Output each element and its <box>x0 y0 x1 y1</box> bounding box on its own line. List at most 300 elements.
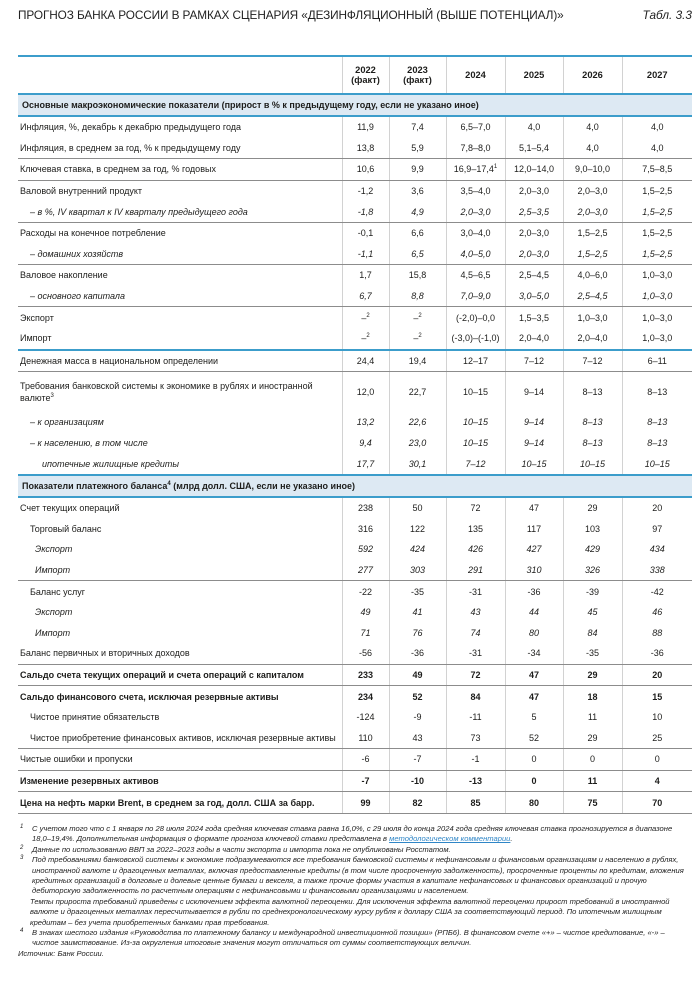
row-label-text: Чистое принятие обязательств <box>30 712 160 723</box>
value-cell-2024 <box>446 519 505 540</box>
value-cell-2027 <box>622 138 692 159</box>
value-cell-2023 <box>389 244 446 265</box>
value-cell-2027 <box>622 770 692 792</box>
value-cell-2022 <box>342 497 389 519</box>
cell-value: -36 <box>650 648 664 659</box>
value-cell-2025 <box>505 350 563 372</box>
value-cell-2023 <box>389 201 446 222</box>
value-cell-2025 <box>505 244 563 265</box>
value-cell-2026 <box>563 222 622 243</box>
row-label <box>18 581 342 602</box>
cell-value: 4,0 <box>650 142 664 153</box>
value-cell-2026 <box>563 560 622 581</box>
cell-value: 2,0–3,0 <box>518 228 550 239</box>
cell-value: 11 <box>587 775 598 786</box>
cell-value: 22,6 <box>408 417 427 428</box>
cell-value: 44 <box>528 607 539 618</box>
row-label-text: Инфляция, %, декабрь к декабрю предыдущего года <box>20 122 242 133</box>
cell-value: 122 <box>409 523 426 534</box>
value-cell-2026 <box>563 792 622 814</box>
table-row <box>18 244 692 265</box>
cell-value: 4,0–5,0 <box>460 248 491 259</box>
cell-value: 326 <box>584 564 601 575</box>
cell-value: -1,2 <box>357 186 374 197</box>
value-cell-2025 <box>505 265 563 286</box>
cell-value: 52 <box>528 732 539 743</box>
cell-value: 13,8 <box>356 142 375 153</box>
value-cell-2026 <box>563 727 622 748</box>
cell-value: -10 <box>410 775 424 786</box>
value-cell-2022 <box>342 307 389 328</box>
cell-value: 9,9 <box>411 164 424 175</box>
row-label-text: – к организациям <box>30 417 104 428</box>
value-cell-2026 <box>563 664 622 686</box>
row-label <box>18 707 342 728</box>
cell-value: (-2,0)–0,0 <box>455 312 496 323</box>
value-cell-2026 <box>563 286 622 307</box>
cell-value: 1,5–2,5 <box>642 206 673 217</box>
cell-value: -34 <box>527 648 541 659</box>
cell-value: -56 <box>358 648 372 659</box>
row-label <box>18 539 342 560</box>
cell-value: 72 <box>470 669 481 680</box>
value-cell-2022 <box>342 328 389 350</box>
value-cell-2025 <box>505 286 563 307</box>
value-cell-2026 <box>563 159 622 181</box>
table-row <box>18 539 692 560</box>
row-label <box>18 519 342 540</box>
table-row <box>18 307 692 328</box>
value-cell-2023 <box>389 707 446 728</box>
cell-value: 3,0–4,0 <box>460 228 491 239</box>
cell-value: 1,0–3,0 <box>642 270 673 281</box>
value-cell-2026 <box>563 686 622 707</box>
cell-value: 18 <box>587 691 598 702</box>
row-label-text: Требования банковской системы к экономике в рублях и иностранной валюте <box>20 381 313 404</box>
cell-value: 338 <box>649 564 665 575</box>
cell-value: 10–15 <box>462 387 489 398</box>
value-cell-2023 <box>389 602 446 623</box>
value-cell-2026 <box>563 519 622 540</box>
cell-value: 97 <box>652 523 663 534</box>
value-cell-2022 <box>342 350 389 372</box>
table-row <box>18 792 692 814</box>
value-cell-2022 <box>342 643 389 664</box>
cell-value: 1,5–2,5 <box>577 248 608 259</box>
table-row <box>18 116 692 138</box>
cell-value: 50 <box>412 503 423 514</box>
cell-value: 80 <box>528 797 539 808</box>
cell-value: 43 <box>412 732 423 743</box>
cell-value: 7,0–9,0 <box>460 291 491 302</box>
value-cell-2025 <box>505 643 563 664</box>
table-row <box>18 497 692 519</box>
value-cell-2022 <box>342 372 389 413</box>
table-row <box>18 265 692 286</box>
cell-value: 19,4 <box>408 355 427 366</box>
table-row <box>18 222 692 243</box>
section-title <box>18 475 692 497</box>
value-cell-2023 <box>389 328 446 350</box>
row-label <box>18 265 342 286</box>
cell-value: 429 <box>584 544 601 555</box>
value-cell-2022 <box>342 560 389 581</box>
column-header-2023 <box>389 56 446 94</box>
table-row <box>18 412 692 433</box>
value-cell-2023 <box>389 664 446 686</box>
cell-value: 434 <box>649 544 665 555</box>
row-label <box>18 643 342 664</box>
cell-value: 99 <box>360 797 371 808</box>
cell-value: -36 <box>410 648 424 659</box>
row-label <box>18 350 342 372</box>
cell-value: 9,4 <box>359 438 372 449</box>
cell-value: 84 <box>587 627 598 638</box>
value-cell-2025 <box>505 328 563 350</box>
row-label-text: – к населению, в том числе <box>30 438 148 449</box>
value-cell-2025 <box>505 560 563 581</box>
cell-value: 1,0–3,0 <box>642 312 673 323</box>
cell-value: 2,5–4,5 <box>518 270 550 281</box>
value-cell-2026 <box>563 307 622 328</box>
value-cell-2026 <box>563 433 622 454</box>
cell-value: 2,5–4,5 <box>577 291 608 302</box>
row-label-text: Сальдо финансового счета, исключая резервные активы <box>20 691 279 702</box>
cell-value: 47 <box>528 503 539 514</box>
cell-value: 7,4 <box>411 122 424 133</box>
methodology-link[interactable]: методологическом комментарии <box>389 834 511 844</box>
value-cell-2027 <box>622 180 692 201</box>
row-label <box>18 412 342 433</box>
footnote-1 <box>18 824 688 845</box>
cell-value: 7–12 <box>582 355 603 366</box>
value-cell-2026 <box>563 602 622 623</box>
cell-value: 5,9 <box>411 142 424 153</box>
header-row <box>18 56 692 94</box>
table-row <box>18 519 692 540</box>
cell-value: 29 <box>587 503 598 514</box>
section-title-text: Показатели платежного баланса <box>22 480 168 491</box>
value-cell-2024 <box>446 560 505 581</box>
value-cell-2026 <box>563 770 622 792</box>
value-cell-2026 <box>563 328 622 350</box>
value-cell-2023 <box>389 792 446 814</box>
value-cell-2024 <box>446 792 505 814</box>
value-cell-2027 <box>622 244 692 265</box>
value-cell-2027 <box>622 286 692 307</box>
table-row <box>18 433 692 454</box>
cell-value: 24,4 <box>356 355 375 366</box>
value-cell-2022 <box>342 138 389 159</box>
cell-value: 6,5 <box>411 248 424 259</box>
cell-value: 7–12 <box>465 458 486 469</box>
cell-value: 76 <box>412 627 423 638</box>
cell-value: 233 <box>357 669 374 680</box>
cell-value: 592 <box>357 544 374 555</box>
value-cell-2026 <box>563 622 622 643</box>
cell-value: 424 <box>409 544 426 555</box>
cell-value: 8,8 <box>411 291 424 302</box>
footnote-3-paragraph-2: Темпы прироста требований приведены с исключением эффекта валютной переоценки. Для исключения эффекта валютной переоценки прирост требований в иностранной валюте и драгоценных металлах пересчитывается в рубли по среднехронологическому курсу рубля к доллару США за соответствующий период. По ипотечным жилищным кредитам – без учета приобретенных банками прав требования. <box>30 896 670 927</box>
cell-value: 1,7 <box>359 270 372 281</box>
cell-value: 8–13 <box>647 417 668 428</box>
row-label-text: – домашних хозяйств <box>30 248 124 259</box>
table-row <box>18 328 692 350</box>
value-cell-2025 <box>505 770 563 792</box>
value-cell-2022 <box>342 770 389 792</box>
cell-value: 2,0–4,0 <box>577 333 608 344</box>
cell-value: 3,0–5,0 <box>518 291 550 302</box>
value-cell-2023 <box>389 159 446 181</box>
value-cell-2025 <box>505 116 563 138</box>
value-cell-2027 <box>622 453 692 475</box>
value-cell-2024 <box>446 307 505 328</box>
footnote-ref: 2 <box>418 333 422 340</box>
cell-value: -22 <box>358 586 372 597</box>
table-row <box>18 622 692 643</box>
header-label-cell <box>18 56 342 94</box>
cell-value: 135 <box>467 523 484 534</box>
table-row <box>18 602 692 623</box>
cell-value: (-3,0)–(-1,0) <box>451 333 500 344</box>
cell-value: -1 <box>471 754 480 765</box>
cell-value: -6 <box>361 754 370 765</box>
cell-value: 22,7 <box>408 387 427 398</box>
footnote-3 <box>18 855 688 897</box>
value-cell-2022 <box>342 433 389 454</box>
table-row <box>18 372 692 413</box>
value-cell-2027 <box>622 159 692 181</box>
section-title-text: Основные макроэкономические показатели (прирост в % к предыдущему году, если не указано иное) <box>22 100 479 110</box>
value-cell-2026 <box>563 539 622 560</box>
value-cell-2026 <box>563 497 622 519</box>
cell-value: 10–15 <box>579 458 606 469</box>
value-cell-2027 <box>622 372 692 413</box>
cell-value: 84 <box>470 691 481 702</box>
value-cell-2026 <box>563 244 622 265</box>
footnote-ref: 3 <box>50 393 54 400</box>
value-cell-2025 <box>505 372 563 413</box>
value-cell-2024 <box>446 372 505 413</box>
footnote-ref: 2 <box>366 333 370 340</box>
cell-value: -31 <box>468 648 482 659</box>
source-note: Источник: Банк России. <box>18 948 104 958</box>
value-cell-2023 <box>389 265 446 286</box>
cell-value: 3,5–4,0 <box>460 186 491 197</box>
value-cell-2025 <box>505 433 563 454</box>
value-cell-2024 <box>446 159 505 181</box>
value-cell-2026 <box>563 180 622 201</box>
column-year: 2025 <box>523 70 545 80</box>
cell-value: – <box>361 312 367 323</box>
value-cell-2027 <box>622 664 692 686</box>
cell-value: -1,1 <box>357 248 374 259</box>
footnote-2 <box>18 845 688 855</box>
value-cell-2026 <box>563 265 622 286</box>
value-cell-2025 <box>505 539 563 560</box>
row-label <box>18 497 342 519</box>
value-cell-2022 <box>342 116 389 138</box>
cell-value: 12,0 <box>356 387 375 398</box>
column-header-2024 <box>446 56 505 94</box>
value-cell-2023 <box>389 622 446 643</box>
value-cell-2023 <box>389 519 446 540</box>
value-cell-2025 <box>505 201 563 222</box>
cell-value: 12,0–14,0 <box>513 164 555 175</box>
row-label <box>18 433 342 454</box>
value-cell-2027 <box>622 350 692 372</box>
value-cell-2024 <box>446 664 505 686</box>
value-cell-2027 <box>622 643 692 664</box>
row-label-text: Счет текущих операций <box>20 503 120 514</box>
value-cell-2026 <box>563 643 622 664</box>
cell-value: 88 <box>652 627 663 638</box>
column-header-2022 <box>342 56 389 94</box>
column-note: (факт) <box>403 75 432 85</box>
cell-value: 8–13 <box>582 438 603 449</box>
forecast-table <box>18 55 692 814</box>
row-label <box>18 622 342 643</box>
value-cell-2027 <box>622 201 692 222</box>
value-cell-2027 <box>622 749 692 771</box>
value-cell-2023 <box>389 686 446 707</box>
cell-value: 71 <box>360 627 371 638</box>
row-label-text: Импорт <box>35 564 71 575</box>
value-cell-2024 <box>446 222 505 243</box>
cell-value: 4,5–6,5 <box>460 270 491 281</box>
value-cell-2024 <box>446 350 505 372</box>
value-cell-2022 <box>342 159 389 181</box>
cell-value: 238 <box>357 503 374 514</box>
value-cell-2023 <box>389 433 446 454</box>
cell-value: -13 <box>468 775 482 786</box>
cell-value: 4,0–6,0 <box>577 270 608 281</box>
cell-value: 291 <box>467 564 484 575</box>
value-cell-2023 <box>389 453 446 475</box>
value-cell-2025 <box>505 686 563 707</box>
table-row <box>18 201 692 222</box>
cell-value: 0 <box>589 754 595 765</box>
cell-value: 5,1–5,4 <box>518 142 550 153</box>
table-row <box>18 707 692 728</box>
cell-value: 15,8 <box>408 270 427 281</box>
cell-value: 4,0 <box>527 122 541 133</box>
row-label-text: Чистые ошибки и пропуски <box>20 754 133 765</box>
cell-value: 234 <box>357 691 374 702</box>
footnote-4 <box>18 928 688 949</box>
cell-value: 10–15 <box>644 458 670 469</box>
cell-value: 75 <box>587 797 598 808</box>
value-cell-2023 <box>389 581 446 602</box>
value-cell-2025 <box>505 727 563 748</box>
cell-value: 25 <box>652 732 663 743</box>
row-label-text: Баланс услуг <box>30 586 86 597</box>
footnote-ref: 1 <box>493 164 498 171</box>
row-label-text: Торговый баланс <box>30 523 102 534</box>
footnotes <box>18 824 688 959</box>
cell-value: 16,9–17,4 <box>453 164 494 175</box>
row-label-text: Баланс первичных и вторичных доходов <box>20 648 190 659</box>
cell-value: 29 <box>587 732 598 743</box>
cell-value: 72 <box>470 503 481 514</box>
row-label <box>18 286 342 307</box>
value-cell-2025 <box>505 159 563 181</box>
value-cell-2027 <box>622 686 692 707</box>
section-macro-header <box>18 94 692 116</box>
cell-value: 1,0–3,0 <box>642 291 673 302</box>
row-label <box>18 602 342 623</box>
value-cell-2022 <box>342 453 389 475</box>
row-label-text: Ключевая ставка, в среднем за год, % годовых <box>20 164 216 175</box>
value-cell-2027 <box>622 581 692 602</box>
cell-value: – <box>361 333 367 344</box>
cell-value: -36 <box>527 586 541 597</box>
footnote-text: В знаках шестого издания «Руководства по платежному балансу и международной инвестиционной позиции» (РПБ6). В финансовом счете «+» – чистое кредитование, «-» – чистое заимствование. Из-за округления итоговые значения могут отличаться от суммы соответствующих величин. <box>32 928 665 948</box>
value-cell-2022 <box>342 180 389 201</box>
row-label <box>18 372 342 413</box>
value-cell-2022 <box>342 602 389 623</box>
footnote-number: 3 <box>20 855 24 862</box>
cell-value: 1,5–3,5 <box>518 312 550 323</box>
value-cell-2022 <box>342 539 389 560</box>
footnote-tail: . <box>510 834 513 844</box>
value-cell-2022 <box>342 286 389 307</box>
value-cell-2025 <box>505 622 563 643</box>
value-cell-2024 <box>446 328 505 350</box>
cell-value: 1,5–2,5 <box>577 228 608 239</box>
row-label <box>18 180 342 201</box>
table-row <box>18 286 692 307</box>
value-cell-2022 <box>342 265 389 286</box>
cell-value: 7–12 <box>523 355 545 366</box>
cell-value: 310 <box>526 564 542 575</box>
cell-value: 110 <box>358 732 373 743</box>
section-title-text: (млрд долл. США, если не указано иное) <box>170 480 356 491</box>
cell-value: 4,0 <box>650 122 664 133</box>
value-cell-2025 <box>505 222 563 243</box>
row-label <box>18 686 342 707</box>
cell-value: 427 <box>526 544 542 555</box>
row-label-text: Цена на нефть марки Brent, в среднем за год, долл. США за барр. <box>20 797 315 808</box>
cell-value: 10,6 <box>356 164 375 175</box>
row-label-text: Сальдо счета текущих операций и счета операций с капиталом <box>20 669 304 680</box>
cell-value: 7,5–8,5 <box>642 164 673 175</box>
value-cell-2023 <box>389 770 446 792</box>
value-cell-2024 <box>446 265 505 286</box>
footnote-number: 2 <box>20 844 24 851</box>
row-label-text: Денежная масса в национальном определении <box>20 355 218 366</box>
value-cell-2026 <box>563 201 622 222</box>
table-row <box>18 664 692 686</box>
value-cell-2023 <box>389 560 446 581</box>
cell-value: -35 <box>585 648 599 659</box>
row-label <box>18 328 342 350</box>
table-row <box>18 643 692 664</box>
value-cell-2024 <box>446 749 505 771</box>
value-cell-2026 <box>563 116 622 138</box>
value-cell-2023 <box>389 222 446 243</box>
value-cell-2025 <box>505 519 563 540</box>
cell-value: 82 <box>412 797 423 808</box>
value-cell-2025 <box>505 581 563 602</box>
value-cell-2026 <box>563 412 622 433</box>
value-cell-2025 <box>505 412 563 433</box>
row-label-text: Валовой внутренний продукт <box>20 186 143 197</box>
row-label-text: – в %, IV квартал к IV кварталу предыдущего года <box>30 206 248 217</box>
value-cell-2025 <box>505 749 563 771</box>
cell-value: 316 <box>357 523 374 534</box>
cell-value: 30,1 <box>408 458 427 469</box>
